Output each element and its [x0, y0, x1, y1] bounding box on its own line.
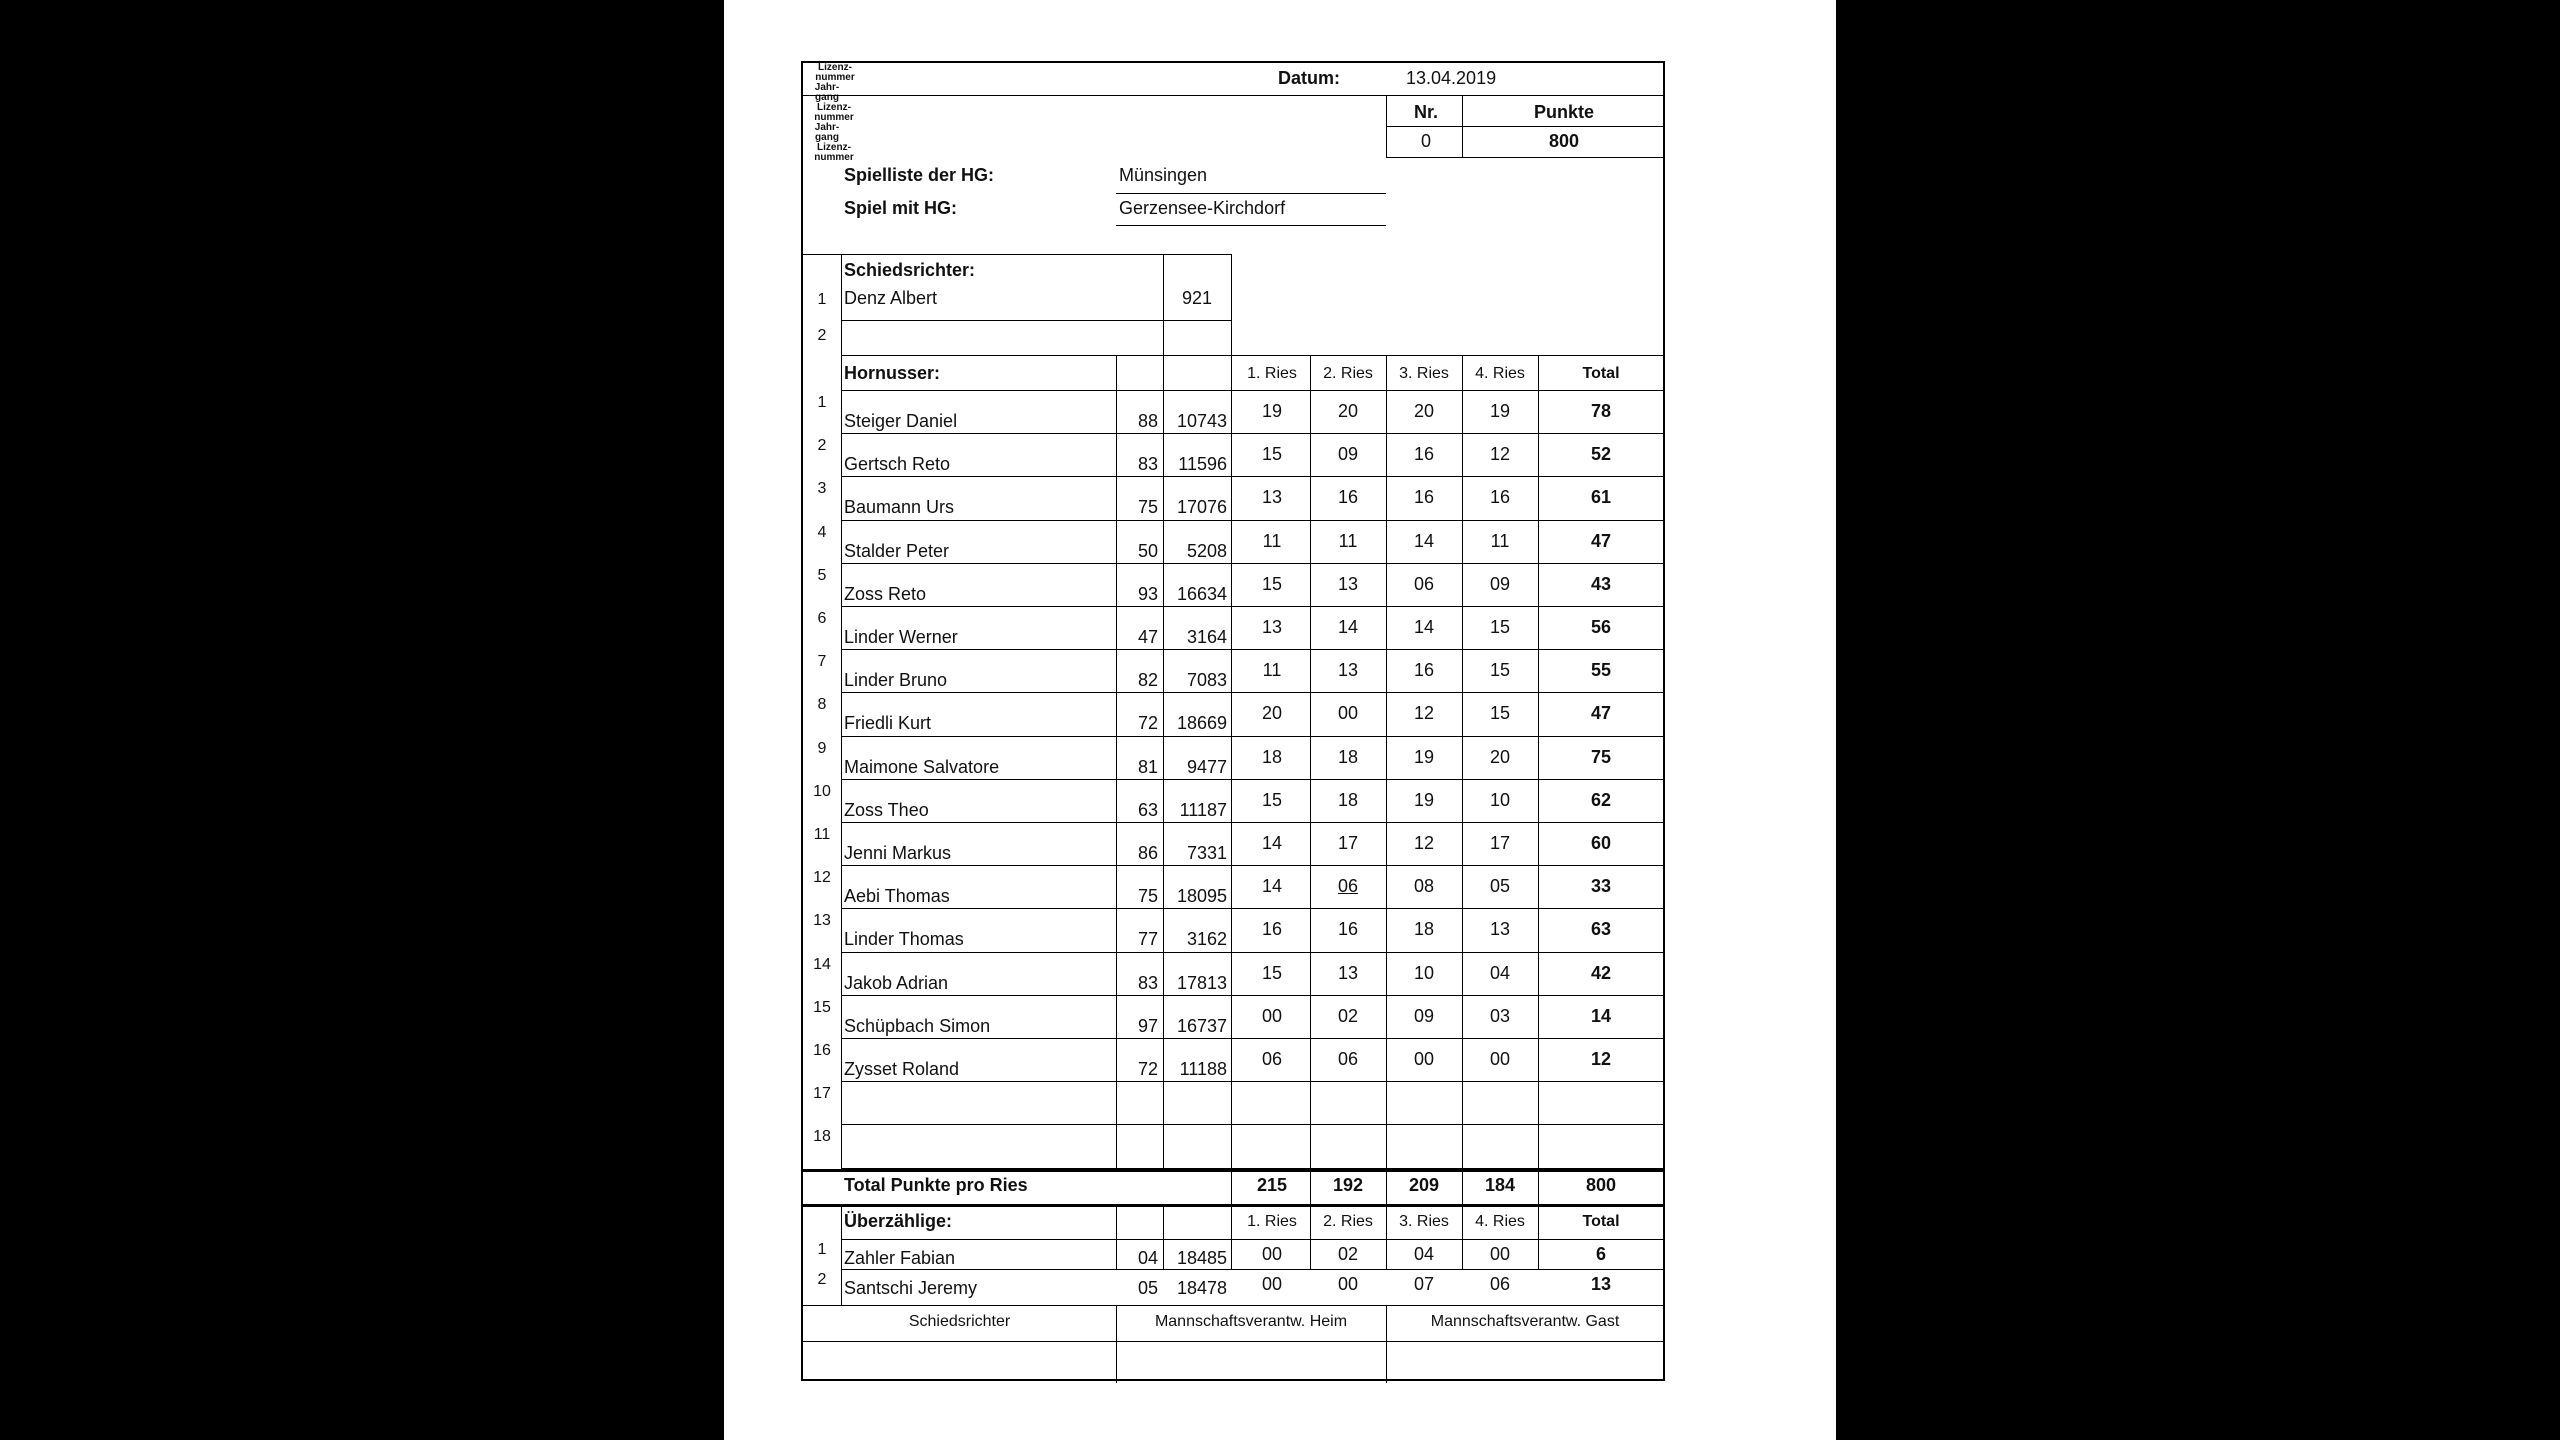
spiel-mit-value: Gerzensee-Kirchdorf	[1119, 198, 1286, 218]
player-name: Schüpbach Simon	[844, 1016, 991, 1036]
player-ries-score: 06	[1337, 876, 1359, 896]
grid-line	[841, 1081, 1664, 1082]
player-jahrgang: 86	[1137, 843, 1158, 863]
player-jahrgang: 88	[1137, 411, 1158, 431]
player-total: 55	[1590, 660, 1612, 680]
player-ries-score: 18	[1413, 919, 1435, 939]
player-ries-score: 16	[1337, 919, 1359, 939]
grid-line	[803, 1204, 1664, 1207]
grid-line	[803, 1169, 1664, 1172]
player-ries-score: 13	[1489, 919, 1511, 939]
extra-name: Santschi Jeremy	[844, 1278, 978, 1298]
player-ries-score: 16	[1413, 660, 1435, 680]
ries4-header: 4. Ries	[1475, 365, 1525, 382]
player-lizenz: 18669	[1176, 713, 1227, 733]
player-lizenz: 11596	[1178, 454, 1227, 474]
player-ries-score: 00	[1337, 703, 1359, 723]
player-row-number: 18	[813, 1128, 831, 1145]
grid-line	[1386, 157, 1664, 158]
grid-line	[841, 649, 1664, 650]
total-ries4: 184	[1484, 1175, 1516, 1195]
datum-value: 13.04.2019	[1406, 68, 1497, 88]
player-jahrgang: 77	[1137, 929, 1158, 949]
grid-line	[841, 995, 1664, 996]
spielliste-label: Spielliste der HG:	[844, 165, 995, 185]
player-row-number: 3	[817, 480, 827, 497]
extras-title: Überzählige:	[844, 1211, 953, 1231]
datum-label: Datum:	[1278, 68, 1340, 88]
referee-license: 921	[1181, 288, 1213, 308]
player-name: Gertsch Reto	[844, 454, 951, 474]
player-ries-score: 12	[1413, 703, 1435, 723]
extra-ries-score: 00	[1261, 1244, 1283, 1264]
table-content	[803, 62, 1663, 1330]
grid-line	[841, 1038, 1664, 1039]
player-row-number: 1	[817, 394, 827, 411]
extra-total: 13	[1590, 1274, 1612, 1294]
player-total: 47	[1590, 531, 1612, 551]
player-ries-score: 00	[1413, 1049, 1435, 1069]
player-lizenz: 11187	[1179, 800, 1227, 820]
player-ries-score: 16	[1261, 919, 1283, 939]
player-jahrgang: 75	[1137, 497, 1158, 517]
player-total: 62	[1590, 790, 1612, 810]
grid-line	[841, 520, 1664, 521]
player-ries-score: 18	[1261, 747, 1283, 767]
player-lizenz: 5208	[1186, 541, 1227, 561]
extras-lizenz-header: Lizenz-nummer	[814, 142, 854, 163]
grid-line	[841, 1204, 842, 1305]
player-ries-score: 20	[1413, 401, 1435, 421]
player-row-number: 2	[817, 437, 827, 454]
player-ries-score: 20	[1261, 703, 1283, 723]
player-ries-score: 14	[1337, 617, 1359, 637]
grid-line	[841, 908, 1664, 909]
player-name: Zoss Theo	[844, 800, 929, 820]
ries3-header: 3. Ries	[1399, 365, 1449, 382]
player-ries-score: 16	[1413, 444, 1435, 464]
score-sheet	[801, 61, 1665, 1381]
player-row-number: 13	[813, 912, 831, 929]
player-total: 43	[1590, 574, 1612, 594]
extras-jahrgang-header: Jahr-gang	[814, 122, 840, 143]
player-name: Linder Werner	[844, 627, 958, 647]
player-ries-score: 00	[1261, 1006, 1283, 1026]
player-ries-score: 14	[1261, 833, 1283, 853]
player-name: Jenni Markus	[844, 843, 952, 863]
grid-line	[841, 433, 1664, 434]
signature-schiedsrichter: Schiedsrichter	[908, 1313, 1011, 1330]
player-ries-score: 15	[1261, 444, 1283, 464]
player-row-number: 14	[813, 956, 831, 973]
grid-line	[841, 320, 1231, 321]
player-lizenz: 16737	[1176, 1016, 1227, 1036]
spiel-mit-label: Spiel mit HG:	[844, 198, 958, 218]
player-ries-score: 20	[1337, 401, 1359, 421]
player-ries-score: 20	[1489, 747, 1511, 767]
player-name: Jakob Adrian	[844, 973, 949, 993]
referee-row-number: 1	[817, 291, 827, 308]
player-ries-score: 18	[1337, 747, 1359, 767]
grid-line	[841, 476, 1664, 477]
player-jahrgang: 72	[1137, 1059, 1158, 1079]
extra-ries-score: 06	[1489, 1274, 1511, 1294]
player-total: 56	[1590, 617, 1612, 637]
player-ries-score: 10	[1413, 963, 1435, 983]
ries2-header: 2. Ries	[1323, 365, 1373, 382]
grid-line	[841, 692, 1664, 693]
grid-line	[841, 736, 1664, 737]
player-ries-score: 13	[1337, 963, 1359, 983]
player-ries-score: 17	[1337, 833, 1359, 853]
player-lizenz: 9477	[1186, 757, 1227, 777]
player-jahrgang: 47	[1137, 627, 1158, 647]
player-row-number: 16	[813, 1042, 831, 1059]
player-lizenz: 10743	[1176, 411, 1227, 431]
player-name: Linder Thomas	[844, 929, 964, 949]
player-total: 33	[1590, 876, 1612, 896]
player-jahrgang: 83	[1137, 454, 1158, 474]
player-jahrgang: 97	[1137, 1016, 1158, 1036]
player-ries-score: 06	[1261, 1049, 1283, 1069]
grid-line	[841, 779, 1664, 780]
extra-jahrgang: 04	[1137, 1248, 1158, 1268]
player-ries-score: 15	[1261, 963, 1283, 983]
player-total: 61	[1590, 487, 1612, 507]
extra-total: 6	[1595, 1244, 1606, 1264]
grid-line	[841, 822, 1664, 823]
grid-line	[803, 254, 1231, 255]
player-ries-score: 05	[1489, 876, 1511, 896]
player-ries-score: 13	[1261, 617, 1283, 637]
player-row-number: 11	[813, 826, 831, 843]
player-ries-score: 14	[1413, 617, 1435, 637]
grid-line	[1231, 254, 1232, 355]
player-jahrgang: 63	[1137, 800, 1158, 820]
player-jahrgang: 72	[1137, 713, 1158, 733]
grid-line	[1231, 355, 1232, 1269]
player-ries-score: 13	[1261, 487, 1283, 507]
extra-row-number: 2	[817, 1271, 827, 1288]
player-ries-score: 16	[1489, 487, 1511, 507]
signature-heim: Mannschaftsverantw. Heim	[1154, 1313, 1348, 1330]
player-row-number: 10	[813, 783, 831, 800]
referee-title: Schiedsrichter:	[844, 260, 976, 280]
player-lizenz: 7331	[1186, 843, 1227, 863]
player-jahrgang: 75	[1137, 886, 1158, 906]
player-total: 60	[1590, 833, 1612, 853]
player-lizenz: 17813	[1176, 973, 1227, 993]
total-ries3: 209	[1408, 1175, 1440, 1195]
player-lizenz: 18095	[1176, 886, 1227, 906]
extra-lizenz: 18478	[1176, 1278, 1227, 1298]
player-ries-score: 04	[1489, 963, 1511, 983]
player-jahrgang: 82	[1137, 670, 1158, 690]
player-name: Zysset Roland	[844, 1059, 960, 1079]
spielliste-value: Münsingen	[1119, 165, 1208, 185]
document-page	[724, 0, 1836, 1440]
extras-ries1-header: 1. Ries	[1247, 1213, 1297, 1230]
player-ries-score: 11	[1490, 531, 1510, 551]
player-row-number: 5	[817, 567, 827, 584]
nr-value: 0	[1420, 131, 1431, 151]
grid-line	[841, 355, 1664, 356]
extra-ries-score: 00	[1489, 1244, 1511, 1264]
player-total: 14	[1590, 1006, 1612, 1026]
total-header: Total	[1582, 365, 1620, 382]
total-grand: 800	[1585, 1175, 1617, 1195]
grid-line	[803, 1341, 1664, 1342]
ries1-header: 1. Ries	[1247, 365, 1297, 382]
player-row-number: 4	[817, 524, 827, 541]
grid-line	[803, 1305, 1664, 1306]
grid-line	[841, 865, 1664, 866]
player-ries-score: 02	[1337, 1006, 1359, 1026]
referee-row-number: 2	[817, 327, 827, 344]
grid-line	[841, 1239, 1664, 1240]
player-row-number: 9	[817, 740, 827, 757]
punkte-value: 800	[1548, 131, 1580, 151]
player-total: 52	[1590, 444, 1612, 464]
player-name: Baumann Urs	[844, 497, 955, 517]
grid-line	[841, 390, 1664, 391]
grid-line	[1116, 225, 1386, 226]
referee-name: Denz Albert	[844, 288, 938, 308]
extra-ries-score: 00	[1261, 1274, 1283, 1294]
extras-ries4-header: 4. Ries	[1475, 1213, 1525, 1230]
player-total: 12	[1590, 1049, 1612, 1069]
player-name: Linder Bruno	[844, 670, 948, 690]
punkte-label: Punkte	[1533, 102, 1594, 122]
player-ries-score: 00	[1489, 1049, 1511, 1069]
grid-line	[803, 95, 1664, 96]
grid-line	[1386, 126, 1664, 127]
player-ries-score: 11	[1262, 531, 1282, 551]
grid-line	[841, 563, 1664, 564]
player-row-number: 7	[817, 653, 827, 670]
player-ries-score: 03	[1489, 1006, 1511, 1026]
player-ries-score: 09	[1413, 1006, 1435, 1026]
extra-row-number: 1	[817, 1241, 827, 1258]
player-ries-score: 19	[1413, 790, 1435, 810]
player-ries-score: 13	[1337, 660, 1359, 680]
player-row-number: 6	[817, 610, 827, 627]
player-jahrgang: 81	[1137, 757, 1158, 777]
signature-gast: Mannschaftsverantw. Gast	[1430, 1313, 1620, 1330]
player-name: Aebi Thomas	[844, 886, 950, 906]
player-ries-score: 12	[1489, 444, 1511, 464]
player-name: Maimone Salvatore	[844, 757, 1000, 777]
extras-ries3-header: 3. Ries	[1399, 1213, 1449, 1230]
player-ries-score: 19	[1489, 401, 1511, 421]
player-row-number: 15	[813, 999, 831, 1016]
player-jahrgang: 93	[1137, 584, 1158, 604]
player-ries-score: 15	[1489, 617, 1511, 637]
player-total: 75	[1590, 747, 1612, 767]
extra-ries-score: 02	[1337, 1244, 1359, 1264]
total-punkte-label: Total Punkte pro Ries	[844, 1175, 1028, 1195]
player-ries-score: 10	[1489, 790, 1511, 810]
referee-license-header: Lizenz-nummer	[815, 62, 855, 83]
player-name: Stalder Peter	[844, 541, 950, 561]
grid-line	[841, 254, 842, 1169]
player-ries-score: 19	[1261, 401, 1283, 421]
extra-jahrgang: 05	[1137, 1278, 1158, 1298]
lizenz-header: Lizenz-nummer	[814, 102, 854, 123]
player-row-number: 17	[813, 1085, 831, 1102]
player-name: Friedli Kurt	[844, 713, 932, 733]
player-ries-score: 13	[1337, 574, 1359, 594]
player-ries-score: 11	[1262, 660, 1282, 680]
grid-line	[841, 1269, 1664, 1270]
player-lizenz: 16634	[1176, 584, 1227, 604]
player-ries-score: 12	[1413, 833, 1435, 853]
total-ries1: 215	[1256, 1175, 1288, 1195]
player-jahrgang: 83	[1137, 973, 1158, 993]
player-ries-score: 06	[1413, 574, 1435, 594]
player-lizenz: 11188	[1179, 1059, 1227, 1079]
player-ries-score: 19	[1413, 747, 1435, 767]
extras-total-header: Total	[1582, 1213, 1620, 1230]
player-ries-score: 14	[1261, 876, 1283, 896]
player-ries-score: 16	[1337, 487, 1359, 507]
player-ries-score: 15	[1489, 703, 1511, 723]
player-name: Steiger Daniel	[844, 411, 958, 431]
player-lizenz: 7083	[1186, 670, 1227, 690]
player-ries-score: 09	[1337, 444, 1359, 464]
player-ries-score: 08	[1413, 876, 1435, 896]
extra-ries-score: 07	[1413, 1274, 1435, 1294]
grid-line	[841, 606, 1664, 607]
player-ries-score: 15	[1261, 790, 1283, 810]
player-row-number: 12	[813, 869, 831, 886]
player-ries-score: 11	[1338, 531, 1358, 551]
grid-line	[841, 1124, 1664, 1125]
player-ries-score: 14	[1413, 531, 1435, 551]
jahrgang-header: Jahr-gang	[814, 82, 840, 103]
extras-ries2-header: 2. Ries	[1323, 1213, 1373, 1230]
player-ries-score: 15	[1261, 574, 1283, 594]
player-ries-score: 17	[1489, 833, 1511, 853]
extra-lizenz: 18485	[1176, 1248, 1227, 1268]
hornusser-title: Hornusser:	[844, 363, 941, 383]
player-lizenz: 17076	[1176, 497, 1227, 517]
player-total: 63	[1590, 919, 1612, 939]
player-jahrgang: 50	[1137, 541, 1158, 561]
grid-line	[1386, 95, 1387, 157]
extra-ries-score: 04	[1413, 1244, 1435, 1264]
grid-line	[841, 952, 1664, 953]
player-lizenz: 3164	[1186, 627, 1227, 647]
player-ries-score: 09	[1489, 574, 1511, 594]
player-ries-score: 18	[1337, 790, 1359, 810]
extra-name: Zahler Fabian	[844, 1248, 956, 1268]
grid-line	[1116, 193, 1386, 194]
player-ries-score: 15	[1489, 660, 1511, 680]
player-total: 47	[1590, 703, 1612, 723]
player-ries-score: 06	[1337, 1049, 1359, 1069]
player-ries-score: 16	[1413, 487, 1435, 507]
total-ries2: 192	[1332, 1175, 1364, 1195]
extra-ries-score: 00	[1337, 1274, 1359, 1294]
player-total: 42	[1590, 963, 1612, 983]
player-lizenz: 3162	[1186, 929, 1227, 949]
player-name: Zoss Reto	[844, 584, 927, 604]
player-row-number: 8	[817, 696, 827, 713]
player-total: 78	[1590, 401, 1612, 421]
nr-label: Nr.	[1413, 102, 1438, 122]
